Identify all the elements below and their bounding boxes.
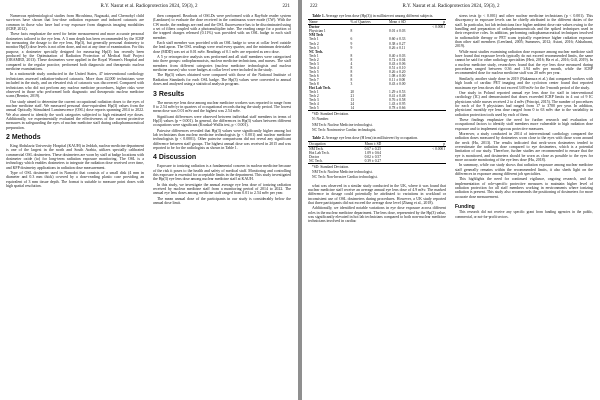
page-number: 222: [310, 4, 318, 9]
table2-cell: NC Tech.: [309, 159, 323, 164]
table1-cell: 0.26 ± 0.11: [389, 45, 406, 50]
table2-row: [308, 159, 446, 164]
left-column: [6, 14, 144, 396]
running-header: [0, 2, 298, 12]
table1-body: [308, 25, 446, 111]
table1-cell: Tech 1: [309, 53, 319, 58]
table1: [308, 19, 446, 111]
table1-cell: Doctor: [309, 25, 320, 30]
funding-section: [455, 205, 593, 219]
table1-cell: 8: [350, 77, 353, 82]
page-222: [302, 0, 600, 400]
paragraph: Significant differences were observed between individual staff members in terms of Hp(3) values (p = 0.001). In general, the differences in Hp(3) values between different occupations were significant (Kruskal-Wallis test, p < 0.001).: [153, 114, 291, 128]
paragraph: stress tests (p < 0.001) and other nuclear medicine technicians (p < 0.001). This discrepancy in exposure levels can be chiefly attributed to the different duties of the staff. In particular, hot lab technicians face higher ambient dose rate values owing to the handling and preparation of radiopharmaceuticals and the spiked techniques used in their respective roles. In addition, performing radiopharmaceutical techniques involved in radionuclide therapy or PET scans typically experience higher radiation exposure than other staff members (Leerland, 2005; Summers, 2012; Astari, 2016; Alshahrani, 2019).: [455, 14, 593, 49]
table1-cell: Tech 5: [309, 106, 319, 111]
paragraph: NM Tech: Nuclear Medicine technologist.: [312, 170, 373, 175]
paragraph: The mean eye lens dose among nuclear medicine workers was reported to range from 0 to 2.54 mSv/yr in quarters of occupational records during the study period. The lowest mean dose was 0.01 mSv and the highest was 2.54 mSv.: [153, 100, 291, 114]
table2-footnotes: [308, 165, 446, 179]
funding-heading: Funding: [455, 204, 475, 211]
table1-cell: Tech 4: [309, 102, 319, 107]
table1-cell: 0.60 ± 0.33: [389, 37, 406, 42]
table1-cell: Tech 1: [309, 90, 319, 95]
table2-body: [308, 147, 446, 164]
paragraph: *SD: Standard Deviation.: [312, 112, 350, 117]
table1-cell: 13: [350, 98, 355, 103]
table2-cell: NM Tech.: [309, 147, 324, 152]
discussion-paragraphs: [153, 164, 291, 205]
paragraph: These findings emphasize the need for further research and evaluation of occupational factors to identify staff members more vulnerable to high radiation dose exposure and to implement rigorous protective measures.: [455, 117, 593, 131]
table1-caption: [308, 14, 446, 18]
paragraph: what was observed in a similar study conducted in the UK, where it was found that nuclear medicine staff receive an average annual eye lens dose of 4.9 mSv. The marked difference in dosage could potentially be attributed to variations in workload or inconsistent use of OSL dosimeters during procedures. However, a UK study reported that three participants did not exceed the average dose level (Zhang et al., 2018).: [308, 183, 446, 205]
paragraph: NC Tech: Noninvasive Cardiac technologist.: [312, 127, 377, 132]
table1-cell: 0.01 ± 0.03: [389, 29, 406, 34]
table1-header: Name: [309, 20, 318, 25]
intro-paragraphs: [6, 14, 144, 130]
paragraph: Each staff member was provided with an OSL badge to wear at collar level outside the lead apron. The OSL readings were read every quarter, and the minimum detectable dose (MDD) was set at 0.01 mSv. Readings of 0.1 mSv are reported as zero dose.: [153, 41, 291, 54]
discussion-paragraphs: [455, 14, 593, 199]
table1-cell: [420, 106, 446, 111]
paragraph: In summary, while our study shows that radiation exposure among nuclear medicine staff generally remains within the recommended limits, it also sheds light on the differences in exposure among different job specialties.: [455, 163, 593, 177]
journal-citation: R.Y. Nasrat et al. Radioprotection 2024, 59(3), 2: [402, 4, 500, 9]
table1-cell: Tech 5: [309, 69, 319, 74]
right-column: [455, 14, 593, 396]
section-heading-discussion: 4 Discussion: [153, 154, 197, 162]
paragraph: Type of OSL dosimeter used in Nanodot that consists of a small disk (4 mm in diameter and 0.3 mm thick) covered by a dose-reading plastic case providing an equivalent of 3 mm tissue depth. The format is suitable to measure point doses with high spatial resolution.: [6, 171, 144, 189]
table1-cell: 9: [350, 45, 353, 50]
results-paragraphs: [153, 101, 291, 151]
paragraph: One study in Poland reported annual eye lens dose for staff in interventional cardiology (IC) and demonstrated that doses exceeded ICRP limits in 4 out of 9 IC physicians while nurses received 2 to 4 mSv (Principi, 2015). The number of procedures for each of the 9 physicians had ranged from 17 to 3700 per year. In addition, physicians' monthly eye lens dose ranged from 0 to 63 mSv due to the variability in radiation protection tools used by each of them.: [455, 90, 593, 117]
table1-cell: 0.43 ± 0.00: [389, 82, 406, 86]
paragraph: These facts emphasize the need for better measurement and more accurate personal dosimeters tailored to the eye lens. A 3 mm depth has been recommended by the ICRP for measuring the dosage to the eye lens, Hp(3), but generally personal dosimetry to monitor Hp(3) dose levels is not often done, and not at any time of examination. For this purpose, a dosimeter specially designed for measuring Hp(3) has recently been produced by the Optimization of Radiation Protection of Medical Staff Project (ORAMED, 2013). These dosimeters were applied in the Royal Women's Hospital and compared to the regular practice, performed both diagnostic and therapeutic nuclear medicine examinations.: [6, 32, 144, 72]
table2-caption: [308, 136, 446, 140]
table1-cell: 14: [350, 106, 355, 111]
table1-cell: Tech 1: [309, 37, 319, 42]
table1-cell: 8: [350, 65, 353, 70]
table1-cell: < 0.0001: [432, 25, 445, 30]
table1-cell: Tech 4: [309, 65, 319, 70]
paragraph: *SD: Standard Deviation.: [312, 165, 350, 170]
paragraph: Our study aimed to determine the current occupational radiation doses to the eyes of nuclear medicine staff. We measured personal dose-equivalent Hp(3) values from the annual Optically Stimulated Luminescence (OSL) dose reports spanning 2014 to 2022. We also aimed to identify the work categories subjected to high estimated eye doses. Additionally, we experimentally evaluated the effectiveness of the current protective measures in safeguarding the eyes of nuclear medicine staff during radiopharmaceutical preparation.: [6, 99, 144, 130]
table1-cell: Tech 3: [309, 61, 319, 66]
paragraph: In a nationwide study conducted in the United States, 47 interventional cardiology technicians assessed radiation-induced cataracts. More than 42,000 technicians were included in the study, and an elevated risk of cataracts was discovered. Compared with technicians who did not perform any nuclear medicine procedures, higher risks were observed in those who performed both diagnostic and therapeutic nuclear medicine scans (Bernier, 2019).: [6, 72, 144, 99]
table1-cell: 8: [350, 69, 353, 74]
table1-cell: Tech 2: [309, 41, 319, 46]
section-heading-results: 3 Results: [153, 90, 185, 98]
table1-cell: 0.78 ± 0.66: [389, 106, 406, 111]
running-header: [302, 2, 600, 12]
table1-cell: Hot Lab Tech.: [309, 86, 331, 91]
table1-cell: Physician 1: [309, 29, 326, 34]
section-heading-methods: 2 Methods: [6, 133, 41, 141]
methods-paragraphs: [6, 144, 144, 188]
paragraph: In this study, we investigate the annual average eye lens dose of ionizing radiation received by nuclear medicine staff from a monitoring period of 2014 to 2022. The annual eye lens doses among medicine staff ranged from 0.01 to 2.54 mSv per year.: [153, 182, 291, 196]
paragraph: King Abdulaziz University Hospital (KAUH) in Jeddah, nuclear medicine department is one of the largest in the north and South Arabia, utilizes specially calibrated commercial OSL dosimeters. These dosimeters are worn by staff at badge locations with dosimeter oxide (to) for long-term radiation exposure monitoring. The OSL is a technology which enables dosimeters to integrate the radiation dose received over time, and KFP dosimetry applications in radiation dose measurement.: [6, 143, 144, 170]
table1-cell: 1.29 ± 0.53: [389, 90, 406, 95]
table1-cell: 8: [350, 29, 353, 34]
table1-cell: 0.38 ± 0.27: [389, 41, 406, 46]
methods-continued-paragraphs: [153, 14, 291, 87]
table1-cell: 0.11 ± 0.00: [389, 77, 406, 82]
table1-cell: NM Tech: [309, 33, 324, 38]
table1-cell: Tech 7: [309, 77, 319, 82]
table1-cell: 4: [350, 61, 353, 66]
paragraph: Moreover, a study conducted in 2014 of interventional cardiology compared the radiation doses measured by dosimeters worn close to the eyes with those worn around the neck (Hu, 2013). The results indicated that neck-worn dosimeters tended to overestimate the radiation dose compared to eye dosimeters, which is a potential limitation of our study. Therefore, further studies are recommended to ensure that the eye is monitored, and dosimeters should be worn as close as possible to the eyes for more accurate monitoring of the eye lens dose (Hu, 2018).: [455, 131, 593, 162]
table1-cell: 3: [350, 82, 353, 86]
right-column: [153, 14, 291, 396]
table1-cell: 0.41 ± 0.48: [389, 94, 406, 99]
table1-cell: Tech 2: [309, 94, 319, 99]
table1-cell: Tech 8: [309, 82, 319, 86]
paragraph: This highlights the need for continued vigilance, ongoing research, and the implementation of role-specific protective measures to maintain higher level of radiation protection for all staff members working in environments where ionizing radiation is present. This study also recommends the positioning of dosimeters for more accurate dose measurement.: [455, 177, 593, 199]
table2-cell: 0.02 ± 0.57: [364, 155, 381, 160]
discussion-continued-paragraphs: [308, 184, 446, 224]
table1-cell: 9: [350, 41, 353, 46]
table2-cell: 0.67 ± 0.25: [364, 147, 381, 152]
table1-cell: 1.43 ± 0.95: [389, 102, 406, 107]
table1-cell: 0.72 ± 0.04: [389, 57, 406, 62]
table2-cell: [409, 159, 446, 164]
table1-cell: 1.08 ± 0.00: [389, 73, 406, 78]
paragraph: Additionally, we identified notable variations in eye dose exposure across different roles in the nuclear medicine department. The lens dose, represented by the Hp(3) value, was significantly elevated in hot lab technicians compared to both non-nuclear medicine technicians involved in cardiac: [308, 206, 446, 224]
table1-cell: NC Tech.: [309, 49, 324, 54]
table1-cell: 0.76 ± 0.58: [389, 98, 406, 103]
paragraph: While most studies examining radiation dose exposure among nuclear medicine staff have found that exposure levels typically do not exceed recommended limits, the same cannot be said for other radiology specialties (Heit, 2016; Ha et al., 2016; Gill, 2019). In a nuclear medicine study, researchers found that the eye lens dose measured during procedures ranged between 0.36 and 1.94 mSv per month, while the ICRP recommended dose for nuclear medicine staff was 20 mSv per year.: [455, 49, 593, 76]
paragraph: Pairwise differences revealed that Hp(3) values were significantly higher among hot lab technicians than nuclear medicine technologists (p < 0.001) and nuclear medicine technologists (p < 0.0001). Other pairwise comparisons did not reveal any significant difference between staff groups. The highest annual dose was received in 2015 and was reported to be for the radiologists as shown in Table 1.: [153, 128, 291, 150]
paragraph: The Hp(3) values obtained were compared with those of the National Institute of Radiation Standards for each OSL badge. The Hp(3) values were converted to annual doses and analyzed using a statistical analysis program.: [153, 73, 291, 87]
table1-cell: 8: [350, 57, 353, 62]
paragraph: NC Tech: Non-Invasive Cardiac technologist.: [312, 175, 378, 180]
table1-cell: 0.43 ± 0.06: [389, 61, 406, 66]
table2-cell: 0.39 ± 0.27: [364, 159, 381, 164]
table1-header: p: [443, 20, 445, 25]
table1-footnotes: [308, 112, 446, 131]
table1-cell: 20: [350, 90, 355, 95]
table1-row: [308, 106, 446, 111]
table2-cell: Doctor: [309, 155, 319, 160]
table2-caption-text: Average eye lens dose (H lens) in millisievert by occupation.: [325, 135, 418, 140]
paragraph: Similarly, another study done in 2019 (Nakamura et al.) that compared workers with high loads of cardiac PET imaging and the cyclotron center found that reported maximum eye lens doses did not exceed 3.69 mSv for the 3-month period of the study.: [455, 76, 593, 90]
table1-header: % of Quarters: [350, 20, 371, 25]
table1-cell: 8: [350, 73, 353, 78]
funding-text: This research did not receive any specific grant from funding agencies in the public, commercial, or not-for-profit sectors.: [455, 210, 593, 219]
paragraph: The mean annual dose of the participants in our study is considerably below the annual dose limit.: [153, 196, 291, 206]
table1-cell: Tech 2: [309, 57, 319, 62]
table1-cell: 0.51 ± 0.10: [389, 65, 406, 70]
table2-header: p: [443, 142, 445, 146]
paragraph: Numerous epidemiological studies from Hiroshima, Nagasaki, and Chernobyl child survivors have shown that low-dose radiation exposure and induced cataracts are common in those who have had x-ray exposure from diagnosis imaging modalities (ICRP, 2012).: [6, 14, 144, 32]
table1-cell: 8: [350, 53, 353, 58]
table2: [308, 141, 446, 164]
table1-cell: Tech 3: [309, 98, 319, 103]
paragraph: NM Tech: Nuclear Medicine technologist.: [312, 122, 373, 127]
paragraph: then compared. Readouts of OSLDs were performed with a RaySafe reader system (Landauer) to evaluate the dose received in the continuous wave mode (CW). With the CW mode, the readings are read and the OSL fluorescence has to be discriminated using a set of filters coupled with a photomultiplier tube. The reading range for a portion of the trapped charges released (0.11%) was provided with an OSL badge to each staff member.: [153, 14, 291, 40]
paragraph: Exposure to ionizing radiation is a fundamental concern in nuclear medicine because of the risk it poses to the health and safety of medical staff. Monitoring and controlling this exposure is essential for acceptable limits in the department. This study investigated the Hp(3) eye lens dose among nuclear medicine staff at KAUH.: [153, 164, 291, 182]
table1-cell: Tech 6: [309, 73, 319, 78]
table1-cell: 6: [350, 37, 353, 42]
paragraph: N: Number.: [312, 117, 329, 122]
table1-header: Mean ± SD: [389, 20, 406, 25]
page-221: [0, 0, 298, 400]
table1-cell: 24: [350, 102, 355, 107]
table1-cell: 0.26 ± 0.20: [389, 69, 406, 74]
table2-label: Table 2.: [312, 135, 325, 140]
table2-cell: < 0.0001: [432, 147, 445, 152]
paragraph: A 5 yr retrospective analysis was performed and all staff members were categorized into three groups: radiopharmacists, nuclear medicine technicians, and nurses. The staff members from different categories (nuclear medicine technologists and nuclear medicine nurses) who wore badges at collar level were included in the study.: [153, 55, 291, 73]
table2-cell: Hot Lab Tech.: [309, 151, 330, 156]
journal-citation: R.Y. Nasrat et al. Radioprotection 2024, 59(3), 2: [100, 4, 198, 9]
table2-header: Occupation: [309, 142, 326, 146]
page-number: 221: [282, 4, 290, 9]
table1-caption-text: Average eye lens dose (Hp(3)) in millisievert among different subjects.: [325, 14, 434, 18]
table1-cell: 0.40 ± 0.03: [389, 53, 406, 58]
left-column: [308, 14, 446, 396]
table1-label: Table 1.: [312, 14, 325, 18]
table2-header: Mean ± SD: [364, 142, 382, 146]
table1-cell: Tech 3: [309, 45, 319, 50]
table2-cell: 1.09 ± 0.64: [364, 151, 381, 156]
table1-cell: 21: [350, 94, 355, 99]
